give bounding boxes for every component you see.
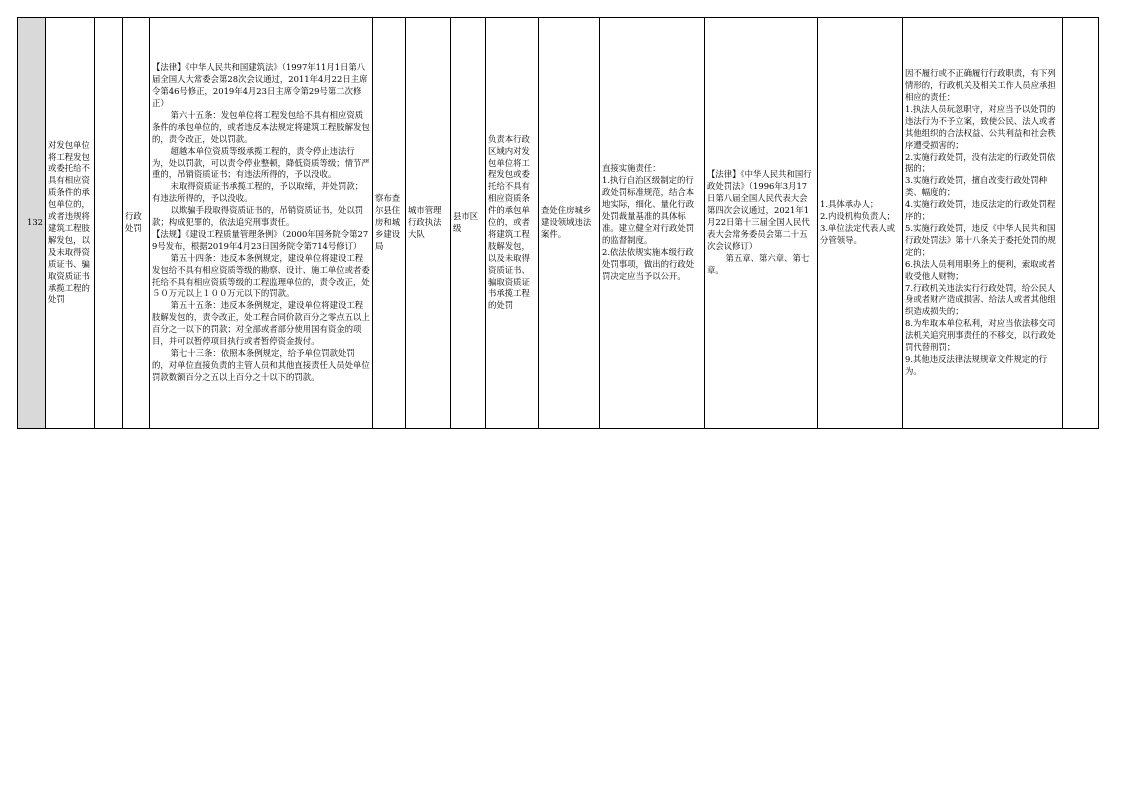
item-name-cell: 对发包单位将工程发包或委托给不具有相应资质条件的承包单位的，或者违规将建筑工程肢解发包，以及未取得资质证书、骗取资质证书承揽工程的处罚 bbox=[46, 18, 95, 429]
exec-body-cell: 城市管理行政执法大队 bbox=[406, 18, 451, 429]
duty-paragraph: 1.执行自治区级制定的行政处罚标准规范，结合本地实际，细化、量化行政处罚裁量基准的具体标准。建立健全对行政处罚的监督制度。 bbox=[602, 175, 695, 245]
subject-line: 3.单位法定代表人或分管领导。 bbox=[820, 223, 895, 245]
department-cell: 察布查尔县住房和城乡建设局 bbox=[373, 18, 406, 429]
duty-basis-paragraph: 第五章、第六章、第七章。 bbox=[707, 252, 810, 275]
accountability-line: 2.实施行政处罚，没有法定的行政处罚依据的； bbox=[905, 151, 1056, 174]
accountability-line: 8.为牟取本单位私利，对应当依法移交司法机关追究刑事责任的不移交，以行政处罚代替刑罚； bbox=[905, 318, 1056, 353]
legal-basis-paragraph: 第七十三条：依照本条例规定，给予单位罚款处罚的，对单位直接负责的主管人员和其他直接责任人员处单位罚款数额百分之五以上百分之十以下的罚款。 bbox=[152, 348, 370, 382]
subjects-cell bbox=[818, 18, 903, 429]
duty-list-table bbox=[17, 17, 1099, 429]
duty-basis-list bbox=[707, 169, 815, 276]
accountability-line: 7.行政机关违法实行行政处罚，给公民人身或者财产造成损害、给法人或者其他组织造成损失的； bbox=[905, 282, 1056, 317]
accountability-line: 3.实施行政处罚，擅自改变行政处罚种类、幅度的； bbox=[905, 175, 1047, 198]
legal-basis-paragraph: 【法规】《建设工程质量管理条例》（2000年国务院令第279号发布，根据2019年4月23日国务院令第714号修订） bbox=[152, 228, 369, 251]
duty-basis-paragraph: 【法律】《中华人民共和国行政处罚法》（1996年3月17日第八届全国人民代表大会第四次会议通过，2021年1月22日第十三届全国人民代表大会常务委员会第二十五次会议修订） bbox=[707, 169, 812, 251]
responsibility-cell: 负责本行政区域内对发包单位将工程发包或委托给不具有相应资质条件的承包单位的，或者将建筑工程肢解发包，以及未取得资质证书、骗取资质证书承揽工程的处罚 bbox=[486, 18, 539, 429]
accountability-cell bbox=[903, 18, 1063, 429]
table-row bbox=[18, 18, 1099, 429]
subject-line: 2.内设机构负责人； bbox=[820, 211, 895, 222]
row-index: 132 bbox=[18, 18, 46, 429]
accountability-line: 5.实施行政处罚，违反《中华人民共和国行政处罚法》第十八条关于委托处罚的规定的； bbox=[905, 223, 1056, 257]
remark-cell bbox=[1063, 18, 1099, 429]
legal-basis-paragraph: 第六十五条：发包单位将工程发包给不具有相应资质条件的承包单位的，或者违反本法规定将建筑工程肢解发包的，责令改正，处以罚款。 bbox=[152, 109, 370, 144]
legal-basis-cell bbox=[150, 18, 373, 429]
duties-cell bbox=[600, 18, 705, 429]
duties-list bbox=[602, 163, 702, 282]
category-cell: 行政处罚 bbox=[123, 18, 150, 429]
accountability-line: 因不履行或不正确履行行政职责，有下列情形的，行政机关及相关工作人员应承担相应的责任： bbox=[905, 68, 1056, 103]
legal-basis-paragraph: 第五十四条：违反本条例规定，建设单位将建设工程发包给不具有相应资质等级的勘察、设计、施工单位或者委托给不具有相应资质等级的工程监理单位的，责令改正，处５０万元以上１００万元以下的罚款。 bbox=[152, 252, 370, 299]
sub-item-cell bbox=[95, 18, 123, 429]
legal-basis-paragraph: 第五十五条：违反本条例规定，建设单位将建设工程肢解发包的，责令改正，处工程合同价款百分之零点五以上百分之一以下的罚款；对全部或者部分使用国有资金的项目，并可以暂停项目执行或者暂停资金拨付。 bbox=[152, 300, 370, 347]
duty-paragraph: 2.依法依规实施本级行政处罚事项，做出的行政处罚决定应当予以公开。 bbox=[602, 246, 695, 281]
subject-line: 1.具体承办人； bbox=[820, 199, 879, 210]
inspection-cell: 查处住房城乡建设领域违法案件。 bbox=[539, 18, 600, 429]
legal-basis-paragraph: 未取得资质证书承揽工程的，予以取缔，并处罚款；有违法所得的，予以没收。 bbox=[152, 181, 364, 204]
legal-basis-paragraph: 以欺骗手段取得资质证书的，吊销资质证书，处以罚款；构成犯罪的，依法追究刑事责任。 bbox=[152, 205, 364, 228]
accountability-line: 1.执法人员玩忽职守，对应当予以处罚的违法行为不予立案，致使公民、法人或者其他组织的合法权益、公共利益和社会秩序遭受损害的； bbox=[905, 103, 1056, 150]
accountability-list bbox=[905, 68, 1060, 378]
accountability-line: 9.其他违反法律法规规章文件规定的行为。 bbox=[905, 353, 1047, 376]
responsible-subjects-list bbox=[820, 199, 900, 247]
legal-basis-list bbox=[152, 62, 370, 383]
accountability-line: 6.执法人员利用职务上的便利，索取或者收受他人财物； bbox=[905, 258, 1056, 281]
duty-paragraph: 直接实施责任： bbox=[602, 163, 661, 174]
legal-basis-paragraph: 超越本单位资质等级承揽工程的，责令停止违法行为，处以罚款，可以责令停业整顿，降低资质等级；情节严重的，吊销资质证书；有违法所得的，予以没收。 bbox=[152, 145, 370, 180]
duty-basis-cell bbox=[705, 18, 818, 429]
accountability-line: 4.实施行政处罚，违反法定的行政处罚程序的； bbox=[905, 199, 1056, 222]
legal-basis-paragraph: 【法律】《中华人民共和国建筑法》（1997年11月1日第八届全国人大常委会第28次会议通过，2011年4月22日主席令第46号修正，2019年4月23日主席令第29号第二次修正） bbox=[152, 62, 368, 108]
level-cell: 县市区级 bbox=[451, 18, 486, 429]
